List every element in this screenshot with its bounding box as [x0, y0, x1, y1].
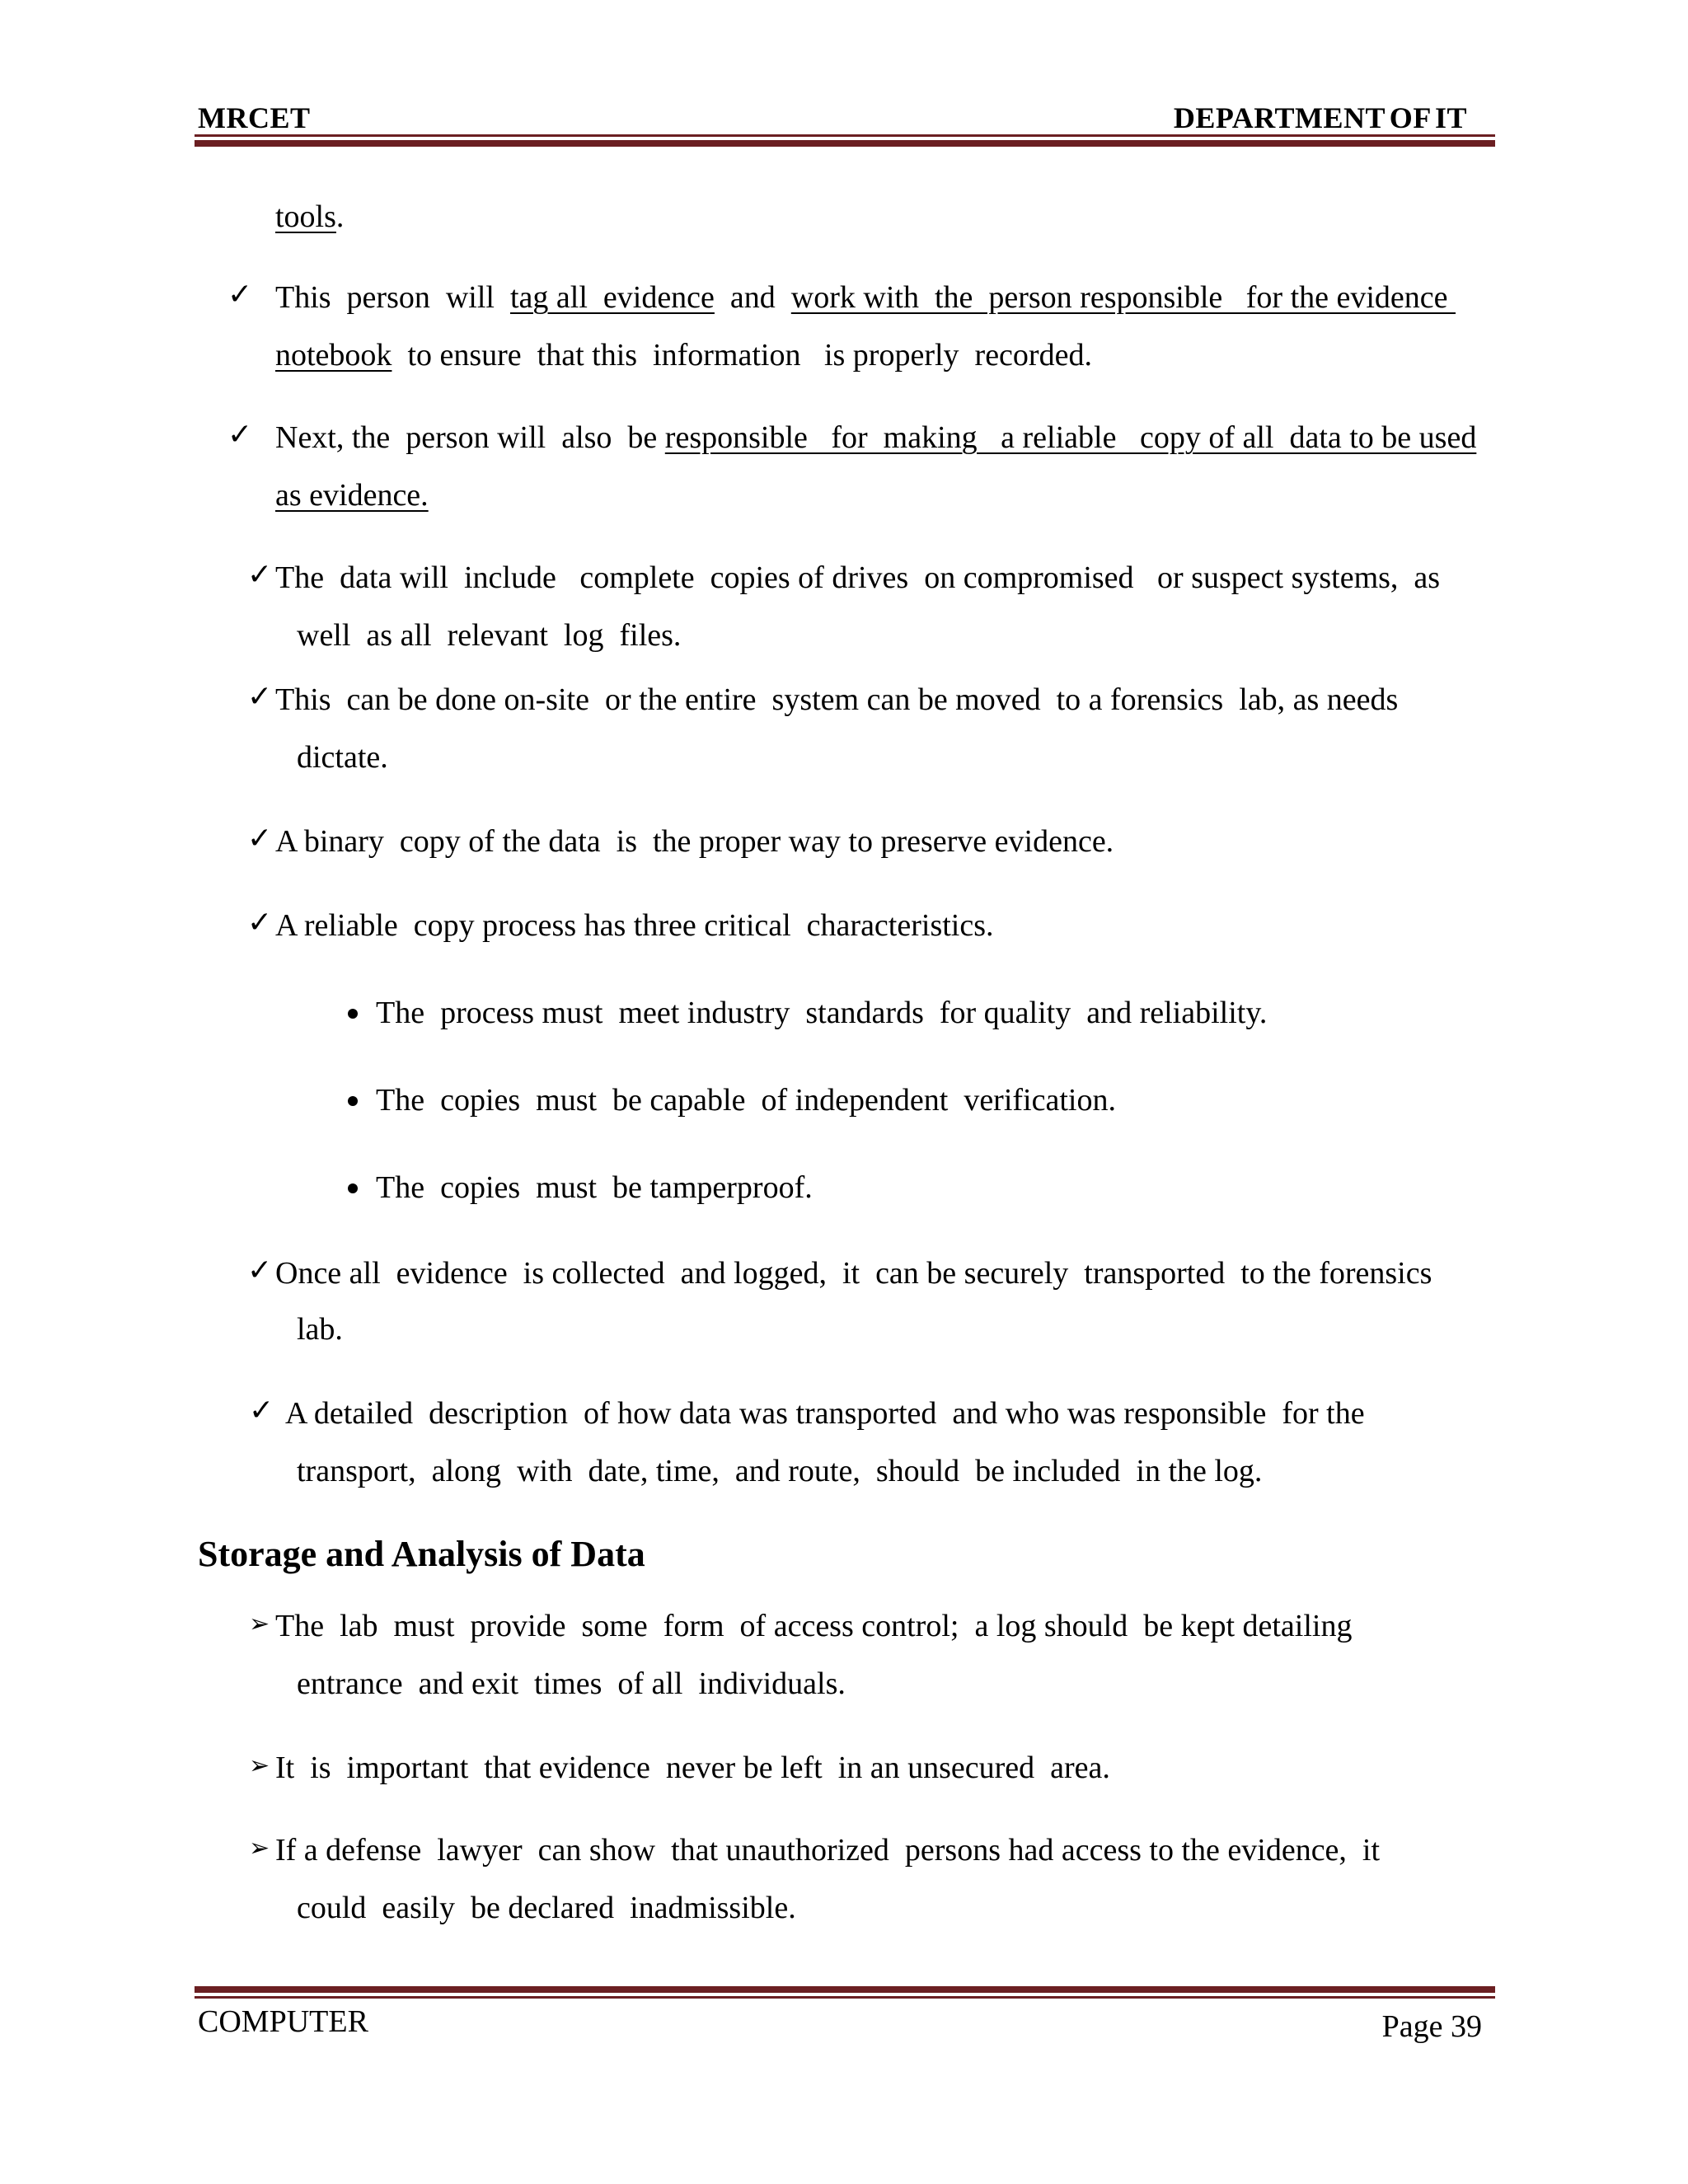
bullet-dot — [348, 1009, 358, 1019]
checkmark-icon: ✓ — [247, 1254, 273, 1287]
bullet-2-line-1 — [275, 422, 1476, 453]
bullet-2-line-2 — [275, 480, 429, 511]
underlined-text: tag all evidence — [509, 280, 715, 315]
footer-left: COMPUTER — [198, 2004, 368, 2039]
dot-item-3: The copies must be tamperproof. — [376, 1170, 813, 1205]
checkmark-icon: ✓ — [247, 822, 273, 855]
checkmark-icon: ✓ — [247, 906, 273, 940]
bullet-3-line-2: well as all relevant log files. — [297, 618, 682, 653]
page-number: Page 39 — [1381, 2009, 1482, 2044]
footer-rule-thick — [195, 1986, 1495, 1993]
dot-item-2: The copies must be capable of independent verification. — [376, 1083, 1116, 1118]
text-span: Next, the person will also be — [275, 420, 665, 455]
checkmark-icon: ✓ — [247, 680, 273, 714]
arrow-item-3-line-1: If a defense lawyer can show that unauthorized persons had access to the evidence, it — [275, 1833, 1381, 1868]
bullet-7-line-2: lab. — [297, 1312, 343, 1347]
bullet-6-line-1: A reliable copy process has three critical characteristics. — [275, 908, 994, 943]
arrow-bullet-icon: ➢ — [249, 1610, 270, 1638]
bullet-dot — [348, 1096, 358, 1106]
header-rule-thin — [195, 134, 1495, 137]
bullet-5-line-1: A binary copy of the data is the proper way to preserve evidence. — [275, 824, 1114, 859]
bullet-1-line-2 — [275, 340, 1092, 371]
bullet-8-line-1: A detailed description of how data was transported and who was responsible for the — [285, 1396, 1365, 1431]
underlined-text: tools — [275, 199, 336, 234]
header-right: DEPARTMENT OF IT — [1173, 101, 1467, 134]
arrow-bullet-icon: ➢ — [249, 1834, 270, 1863]
continued-line — [275, 201, 344, 232]
underlined-text: notebook — [275, 338, 392, 373]
checkmark-icon: ✓ — [249, 1394, 274, 1427]
underlined-text: as evidence. — [275, 478, 429, 513]
bullet-1-line-1 — [275, 282, 1456, 313]
arrow-bullet-icon: ➢ — [249, 1751, 270, 1780]
bullet-3-line-1: The data will include complete copies of drives on compromised or suspect systems, as — [275, 560, 1441, 595]
bullet-4-line-2: dictate. — [297, 740, 388, 775]
arrow-item-2-line-1: It is important that evidence never be left in an unsecured area. — [275, 1750, 1110, 1785]
checkmark-icon: ✓ — [227, 278, 253, 312]
arrow-item-1-line-2: entrance and exit times of all individuals. — [297, 1666, 846, 1701]
arrow-item-3-line-2: could easily be declared inadmissible. — [297, 1891, 796, 1925]
checkmark-icon: ✓ — [227, 418, 253, 452]
text-span: This person will — [275, 280, 510, 315]
bullet-8-line-2: transport, along with date, time, and route, should be included in the log. — [297, 1454, 1263, 1488]
header-rule-thick — [195, 140, 1495, 147]
dot-item-1: The process must meet industry standards for quality and reliability. — [376, 996, 1268, 1030]
bullet-7-line-1: Once all evidence is collected and logged, it can be securely transported to the forensics — [275, 1256, 1432, 1291]
bullet-4-line-1: This can be done on-site or the entire system can be moved to a forensics lab, as needs — [275, 682, 1399, 717]
text-span: to ensure that this information is properly recorded. — [392, 338, 1092, 373]
header-left: MRCET — [198, 101, 311, 134]
underlined-text: work with the person responsible for the evidence — [790, 280, 1456, 315]
checkmark-icon: ✓ — [247, 558, 273, 592]
underlined-text: responsible for making a reliable copy of all data to be used — [664, 420, 1477, 455]
punctuation: . — [335, 199, 345, 234]
arrow-item-1-line-1: The lab must provide some form of access control; a log should be kept detailing — [275, 1609, 1353, 1643]
footer-rule-thin — [195, 1996, 1495, 1999]
bullet-dot — [348, 1183, 358, 1193]
text-span: and — [714, 280, 791, 315]
section-heading: Storage and Analysis of Data — [198, 1534, 645, 1574]
